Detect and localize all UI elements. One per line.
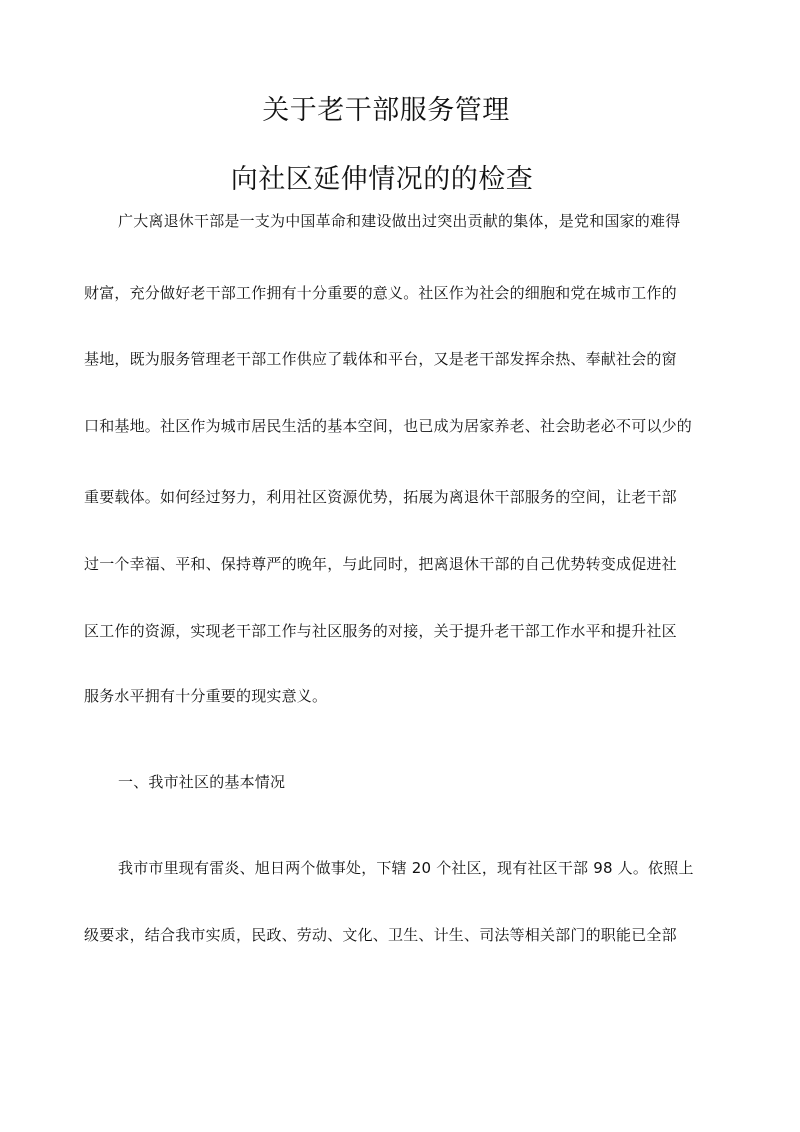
intro-paragraph-line: 财富，充分做好老干部工作拥有十分重要的意义。社区作为社会的细胞和党在城市工作的 bbox=[84, 284, 677, 302]
intro-paragraph-line: 区工作的资源，实现老干部工作与社区服务的对接，关于提升老干部工作水平和提升社区 bbox=[84, 622, 677, 640]
section-paragraph-line: 我市市里现有雷炎、旭日两个做事处，下辖 20 个社区，现有社区干部 98 人。依照上 bbox=[118, 859, 694, 877]
intro-paragraph-line: 基地，既为服务管理老干部工作供应了载体和平台，又是老干部发挥余热、奉献社会的窗 bbox=[84, 350, 677, 368]
intro-paragraph-line: 广大离退休干部是一支为中国革命和建设做出过突出贡献的集体，是党和国家的难得 bbox=[118, 212, 681, 230]
section-paragraph-line: 级要求，结合我市实质，民政、劳动、文化、卫生、计生、司法等相关部门的职能已全部 bbox=[84, 926, 677, 944]
intro-paragraph-line: 口和基地。社区作为城市居民生活的基本空间，也已成为居家养老、社会助老必不可以少的 bbox=[84, 417, 693, 435]
intro-paragraph-line: 重要载体。如何经过努力，利用社区资源优势，拓展为离退休干部服务的空间，让老干部 bbox=[84, 488, 677, 506]
intro-paragraph-line: 过一个幸福、平和、保持尊严的晚年，与此同时，把离退休干部的自己优势转变成促进社 bbox=[84, 555, 677, 573]
section-heading: 一、我市社区的基本情况 bbox=[118, 773, 286, 791]
document-title-line-1: 关于老干部服务管理 bbox=[262, 95, 510, 126]
intro-paragraph-line: 服务水平拥有十分重要的现实意义。 bbox=[84, 687, 328, 705]
document-title-line-2: 向社区延伸情况的的检查 bbox=[230, 164, 534, 195]
